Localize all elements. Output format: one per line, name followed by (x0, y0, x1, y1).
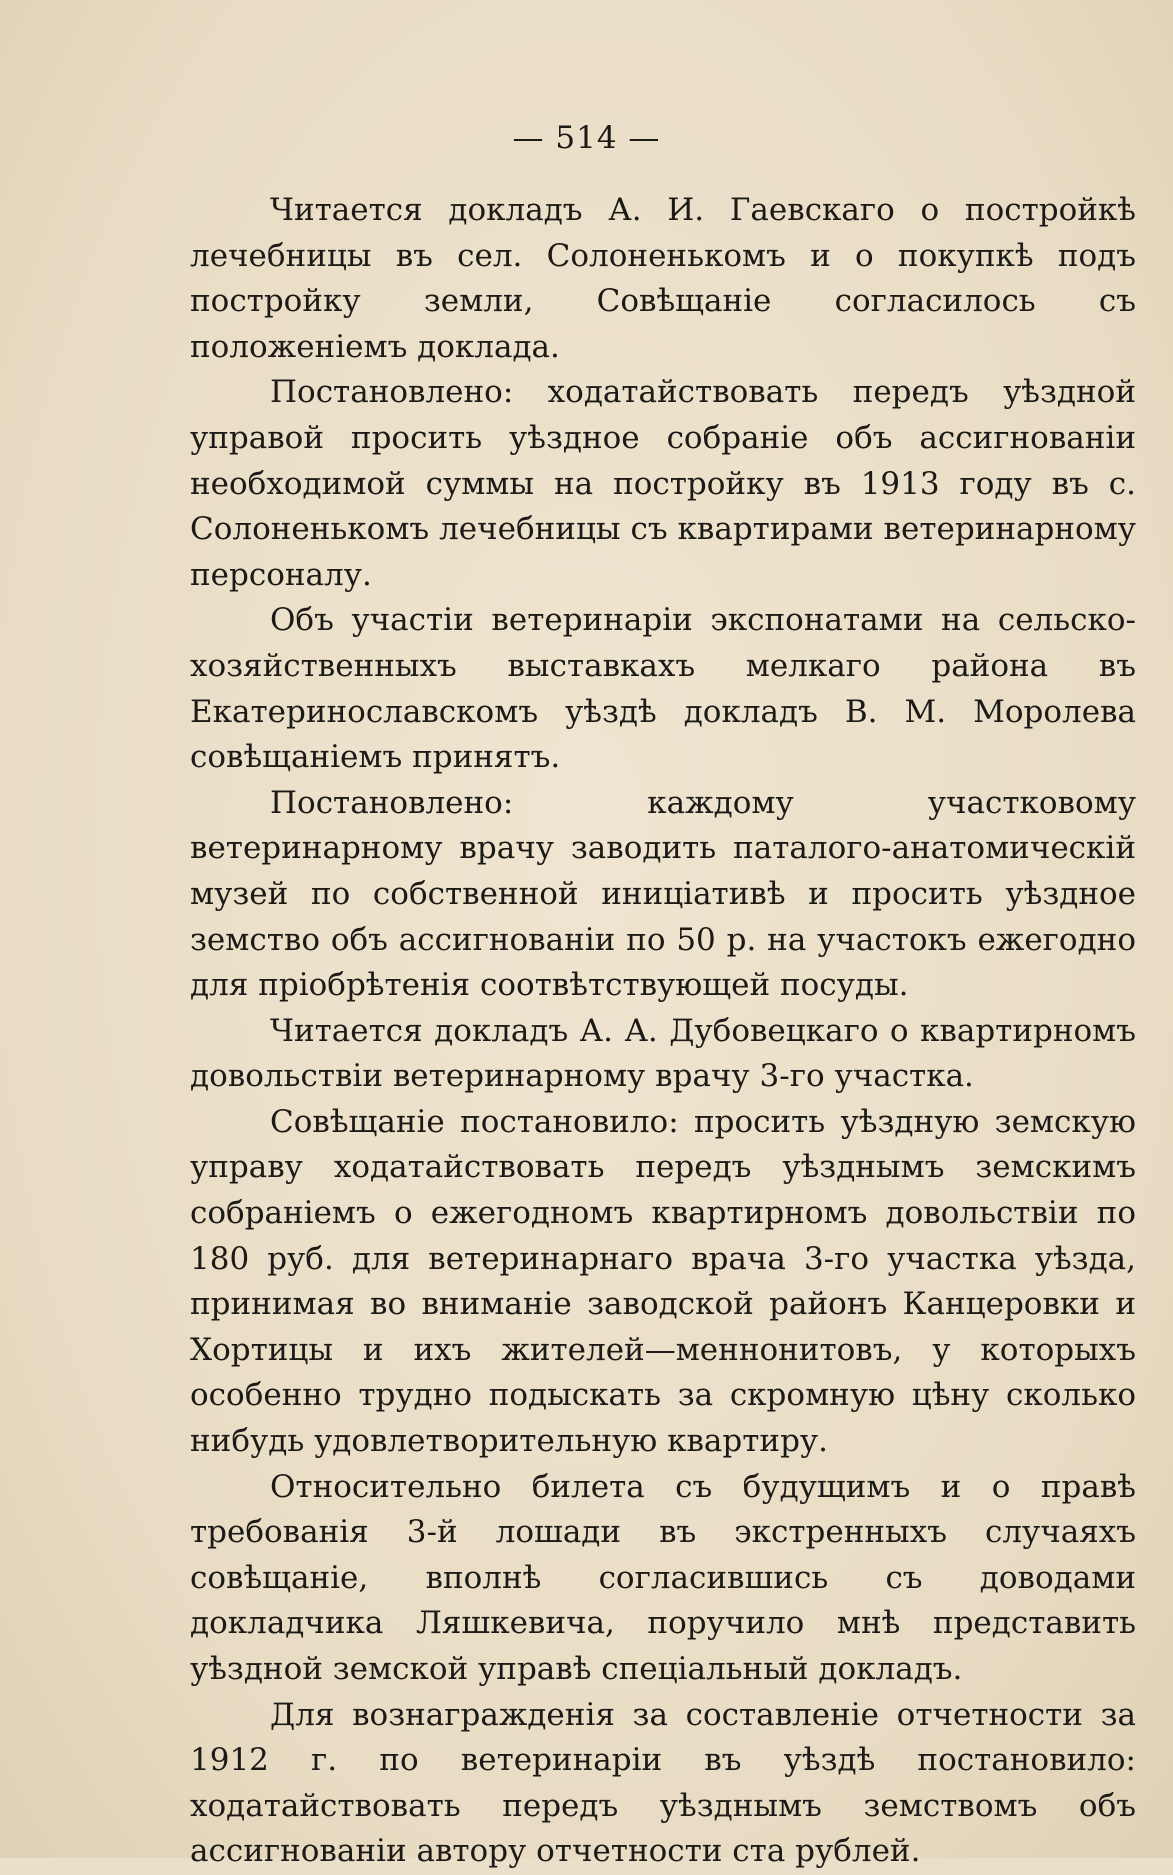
paragraph: Читается докладъ А. И. Гаевскаго о постройкѣ лечебницы въ сел. Солоненькомъ и о покупкѣ подъ постройку земли, Совѣщаніе согласилось съ положеніемъ доклада. (190, 192, 1136, 365)
paragraph: Постановлено: каждому участковому ветеринарному врачу заводить паталого-анатомическій музей по собственной иниціативѣ и просить уѣздное земство объ ассигнованіи по 50 р. на участокъ ежегодно для пріобрѣтенія соотвѣтствующей посуды. (190, 784, 1136, 1004)
paragraph: Постановлено: ходатайствовать передъ уѣздной управой просить уѣздное собраніе объ ассигнованіи необходимой суммы на постройку въ 1913 году въ с. Солоненькомъ лечебницы съ квартирами ветеринарному персоналу. (190, 374, 1136, 593)
paragraph: Совѣщаніе постановило: просить уѣздную земскую управу ходатайствовать передъ уѣзднымъ земскимъ собраніемъ о ежегодномъ квартирномъ довольствіи по 180 руб. для ветеринарнаго врача 3-го участка уѣзда, принимая во вниманіе заводской районъ Канцеровки и Хортицы и ихъ жителей—меннонитовъ, у которыхъ особенно трудно подыскать за скромную цѣну сколько нибудь удовлетворительную квартиру. (190, 1103, 1136, 1460)
page-number: — 514 — (512, 120, 661, 156)
paragraph: Объ участіи ветеринаріи экспонатами на сельско-хозяйственныхъ выставкахъ мелкаго района въ Екатеринославскомъ уѣздѣ докладъ В. М. Моролева совѣщаніемъ принятъ. (190, 602, 1136, 776)
paragraph: Читается докладъ А. А. Дубовецкаго о квартирномъ довольствіи ветеринарному врачу 3-го участка. (190, 1012, 1136, 1095)
paragraph: Для вознагражденія за составленіе отчетности за 1912 г. по ветеринаріи въ уѣздѣ постановило: ходатайствовать передъ уѣзднымъ земствомъ объ ассигнованіи автору отчетности ста рублей. (190, 1696, 1136, 1870)
page-body (190, 188, 1136, 1875)
paragraph: Относительно билета съ будущимъ и о правѣ требованія 3-й лошади въ экстренныхъ случаяхъ совѣщаніе, вполнѣ согласившись съ доводами докладчика Ляшкевича, поручило мнѣ представить уѣздной земской управѣ спеціальный докладъ. (190, 1468, 1136, 1687)
